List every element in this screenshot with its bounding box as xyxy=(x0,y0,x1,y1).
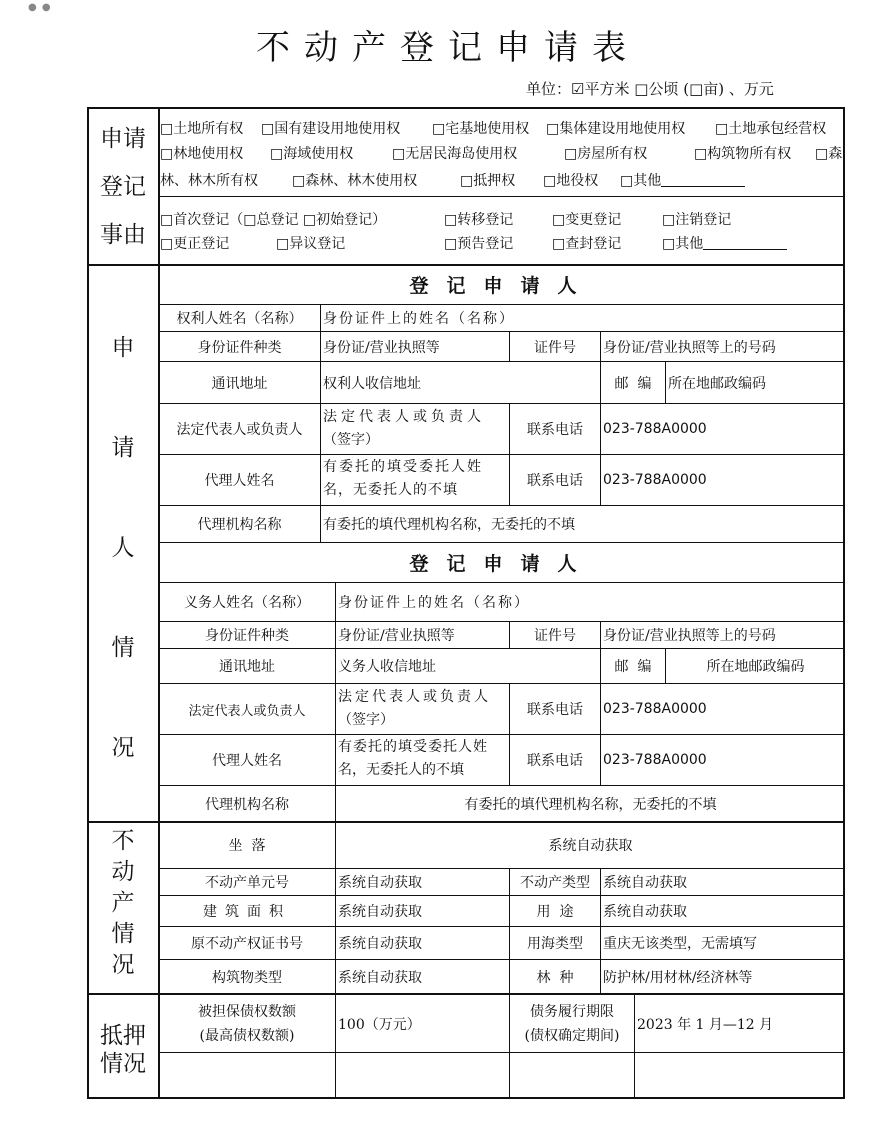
mortgage-extra-cell-3[interactable] xyxy=(510,1053,634,1098)
obligor-id-no-field[interactable]: 身份证/营业执照等上的号码 xyxy=(603,628,776,644)
building-area-label: 建筑面积 xyxy=(203,904,291,920)
reg-type-seizure[interactable]: □查封登记 xyxy=(552,236,622,252)
right-type-forest-use[interactable]: □森林、林木使用权 xyxy=(292,173,418,189)
right-holder-phone-field[interactable]: 023-788A0000 xyxy=(603,421,707,437)
right-holder-agent-label: 代理人姓名 xyxy=(204,473,275,489)
window-drag-dots[interactable]: ● ● xyxy=(28,2,52,13)
right-type-homestead[interactable]: □宅基地使用权 xyxy=(432,121,530,137)
location-label: 坐 落 xyxy=(228,838,266,854)
unit-wanyuan: 、万元 xyxy=(728,80,774,98)
mortgage-extra-cell-4[interactable] xyxy=(635,1053,845,1098)
form-title: 不动产登记申请表 xyxy=(256,28,640,68)
usage-field[interactable]: 系统自动获取 xyxy=(603,904,687,920)
obligor-phone-label: 联系电话 xyxy=(527,702,583,718)
obligor-agent-field[interactable]: 有委托的填受委托人姓 名，无委托人的不填 xyxy=(338,739,488,778)
right-type-sea-area-use[interactable]: □海域使用权 xyxy=(270,146,354,162)
property-type-label: 不动产类型 xyxy=(520,875,590,891)
obligor-legal-rep-field[interactable]: 法定代表人或负责人 （签字） xyxy=(338,689,491,728)
right-holder-name-label: 权利人姓名（名称） xyxy=(176,311,303,327)
usage-label: 用 途 xyxy=(536,904,574,920)
right-holder-id-no-label: 证件号 xyxy=(534,339,576,356)
right-holder-agent-field[interactable]: 有委托的填受委托人姓 名，无委托人的不填 xyxy=(323,459,483,498)
obligor-address-label: 通讯地址 xyxy=(219,659,275,675)
structure-type-label: 构筑物类型 xyxy=(212,969,282,986)
right-holder-postcode-field[interactable]: 所在地邮政编码 xyxy=(668,375,766,392)
debt-period-field[interactable]: 2023 年 1 月—12 月 xyxy=(637,1016,774,1033)
obligor-id-no-label: 证件号 xyxy=(534,628,576,644)
reg-type-advance-notice[interactable]: □预告登记 xyxy=(444,236,514,252)
right-type-state-construction-land[interactable]: □国有建设用地使用权 xyxy=(261,121,401,137)
obligor-agency-field[interactable]: 有委托的填代理机构名称，无委托的不填 xyxy=(464,796,717,813)
obligor-agent-phone-field[interactable]: 023-788A0000 xyxy=(603,752,707,768)
right-holder-id-type-label: 身份证件种类 xyxy=(197,339,282,356)
right-holder-heading: 登记申请人 xyxy=(409,275,595,297)
applicant-section-label: 申 请 人 情 况 xyxy=(111,335,135,761)
unit-no-field[interactable]: 系统自动获取 xyxy=(338,875,422,891)
obligor-postcode-field[interactable]: 所在地邮政编码 xyxy=(706,659,805,675)
right-type-forest-ownership-start[interactable]: □森 xyxy=(815,146,843,162)
mortgage-extra-cell-2[interactable] xyxy=(336,1053,509,1098)
unit-no-label: 不动产单元号 xyxy=(205,875,289,891)
sea-use-type-label: 用海类型 xyxy=(527,936,583,952)
secured-amount-field[interactable]: 100（万元） xyxy=(338,1016,421,1033)
obligor-phone-field[interactable]: 023-788A0000 xyxy=(603,701,707,717)
right-type-house-ownership[interactable]: □房屋所有权 xyxy=(564,146,648,162)
mortgage-extra-cell-1[interactable] xyxy=(159,1053,335,1098)
mortgage-section-label: 抵押 情况 xyxy=(100,1023,146,1077)
obligor-id-type-field[interactable]: 身份证/营业执照等 xyxy=(338,628,455,644)
unit-mu-checkbox[interactable]: (□亩) xyxy=(683,80,725,98)
right-holder-agent-phone-label: 联系电话 xyxy=(527,473,583,489)
right-holder-legal-rep-field[interactable]: 法定代表人或负责人 （签字） xyxy=(323,409,485,448)
right-holder-name-field[interactable]: 身份证件上的姓名（名称） xyxy=(323,311,515,327)
reg-type-cancel[interactable]: □注销登记 xyxy=(662,212,732,228)
right-type-forest-land-use[interactable]: □林地使用权 xyxy=(160,146,244,162)
reg-type-other[interactable]: □其他 xyxy=(662,233,787,253)
obligor-legal-rep-label: 法定代表人或负责人 xyxy=(188,703,306,719)
location-field[interactable]: 系统自动获取 xyxy=(548,838,633,854)
reg-type-correction[interactable]: □更正登记 xyxy=(160,236,230,252)
obligor-postcode-label: 邮 编 xyxy=(614,659,652,675)
right-holder-id-type-field[interactable]: 身份证/营业执照等 xyxy=(323,339,440,356)
obligor-agent-phone-label: 联系电话 xyxy=(527,753,583,769)
debt-period-label: 债务履行期限 (债权确定期间) xyxy=(524,1003,620,1044)
building-area-field[interactable]: 系统自动获取 xyxy=(338,904,422,920)
obligor-agent-label: 代理人姓名 xyxy=(212,753,282,769)
right-type-forest-ownership-end: 林、林木所有权 xyxy=(160,173,258,189)
right-holder-agency-label: 代理机构名称 xyxy=(197,517,282,533)
obligor-id-type-label: 身份证件种类 xyxy=(205,628,289,644)
property-type-field[interactable]: 系统自动获取 xyxy=(603,875,687,891)
sea-use-type-field[interactable]: 重庆无该类型，无需填写 xyxy=(603,936,757,952)
secured-amount-label: 被担保债权数额 (最高债权数额) xyxy=(198,1003,296,1044)
forest-type-label: 林 种 xyxy=(536,969,574,986)
right-type-uninhabited-island[interactable]: □无居民海岛使用权 xyxy=(392,146,518,162)
obligor-heading: 登记申请人 xyxy=(409,553,595,575)
right-type-structure-ownership[interactable]: □构筑物所有权 xyxy=(694,146,792,162)
orig-cert-field[interactable]: 系统自动获取 xyxy=(338,936,422,952)
obligor-name-field[interactable]: 身份证件上的姓名（名称） xyxy=(338,595,530,611)
right-holder-phone-label: 联系电话 xyxy=(527,422,583,438)
right-type-land-contract[interactable]: □土地承包经营权 xyxy=(715,121,827,137)
right-holder-agency-field[interactable]: 有委托的填代理机构名称，无委托的不填 xyxy=(323,517,575,533)
structure-type-field[interactable]: 系统自动获取 xyxy=(338,969,422,986)
right-type-collective-construction-land[interactable]: □集体建设用地使用权 xyxy=(546,121,686,137)
reg-type-change[interactable]: □变更登记 xyxy=(552,212,622,228)
forest-type-field[interactable]: 防护林/用材林/经济林等 xyxy=(603,969,753,986)
orig-cert-label: 原不动产权证书号 xyxy=(191,936,303,952)
matter-section-label: 申请 登记 事由 xyxy=(100,126,146,248)
right-type-other[interactable]: □其他 xyxy=(620,170,745,190)
right-holder-agent-phone-field[interactable]: 023-788A0000 xyxy=(603,472,707,488)
right-holder-id-no-field[interactable]: 身份证/营业执照等上的号码 xyxy=(603,339,776,356)
unit-label: 单位： xyxy=(526,80,572,98)
reg-type-objection[interactable]: □异议登记 xyxy=(276,236,346,252)
right-holder-address-field[interactable]: 权利人收信地址 xyxy=(323,375,421,392)
right-type-other-input[interactable] xyxy=(661,174,745,187)
obligor-agency-label: 代理机构名称 xyxy=(205,796,289,813)
right-holder-address-label: 通讯地址 xyxy=(211,375,268,392)
unit-sqm-checkbox[interactable]: ☑平方米 xyxy=(571,80,630,98)
right-type-easement[interactable]: □地役权 xyxy=(543,173,599,189)
obligor-name-label: 义务人姓名（名称） xyxy=(184,595,310,611)
right-holder-legal-rep-label: 法定代表人或负责人 xyxy=(176,422,303,438)
right-type-land-ownership[interactable]: □土地所有权 xyxy=(160,121,244,137)
right-holder-postcode-label: 邮 编 xyxy=(614,375,652,392)
right-type-mortgage[interactable]: □抵押权 xyxy=(460,173,516,189)
unit-hectare-checkbox[interactable]: □公顷 xyxy=(634,80,679,98)
property-section-label: 不 动 产 情 况 xyxy=(111,828,135,978)
reg-type-transfer[interactable]: □转移登记 xyxy=(444,212,514,228)
reg-type-other-input[interactable] xyxy=(703,237,787,250)
reg-type-first[interactable]: □首次登记（□总登记 □初始登记） xyxy=(160,212,387,228)
obligor-address-field[interactable]: 义务人收信地址 xyxy=(338,659,436,675)
unit-selector xyxy=(526,78,774,99)
